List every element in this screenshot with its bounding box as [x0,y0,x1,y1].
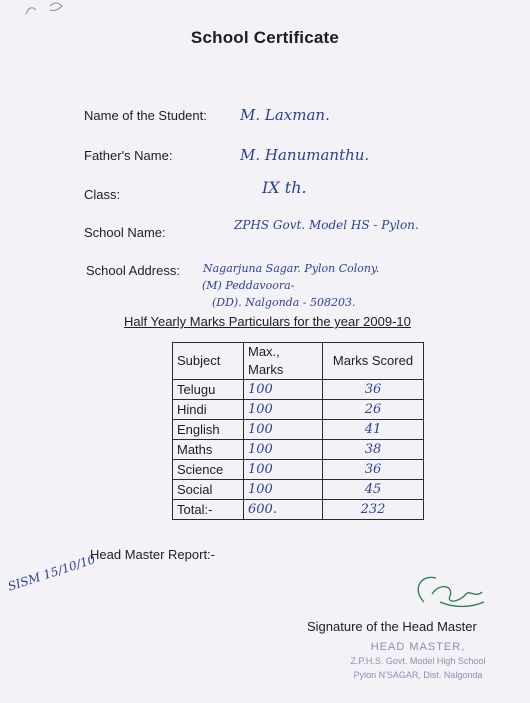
table-row [173,440,424,460]
row-max: 100 [244,440,323,460]
table-row [173,480,424,500]
table-header-row [173,343,424,380]
total-label: Total:- [173,500,244,520]
marks-table [172,342,424,520]
school-address-line2: (M) Peddavoora- [202,279,295,292]
row-subject: English [173,420,244,440]
row-subject: Science [173,460,244,480]
head-master-stamp [318,640,518,682]
header-marks-scored: Marks Scored [323,343,424,380]
marks-heading: Half Yearly Marks Particulars for the year 2009-10 [124,314,411,329]
class-value: IX th. [262,178,307,197]
table-row [173,400,424,420]
row-max: 100 [244,460,323,480]
student-name-label: Name of the Student: [84,108,207,123]
page-title: School Certificate [190,28,340,47]
row-max: 100 [244,480,323,500]
stamp-line3: Pylon N'SAGAR, Dist. Nalgonda [353,670,483,680]
row-scored: 38 [323,440,424,460]
corner-scribble [20,0,80,22]
row-scored: 26 [323,400,424,420]
row-subject: Telugu [173,380,244,400]
row-scored: 36 [323,380,424,400]
row-scored: 41 [323,420,424,440]
student-name-value: M. Laxman. [240,106,330,124]
stamp-line1: HEAD MASTER, [370,641,466,653]
row-max: 100 [244,420,323,440]
row-max: 100 [244,400,323,420]
row-max: 100 [244,380,323,400]
school-address-label: School Address: [86,263,180,278]
initials-signature: SISM 15/10/10 [6,552,98,594]
row-subject: Maths [173,440,244,460]
head-master-signature [410,572,490,616]
father-name-label: Father's Name: [84,148,173,163]
school-address-line1: Nagarjuna Sagar. Pylon Colony. [203,262,380,275]
header-subject: Subject [173,343,244,380]
table-row [173,420,424,440]
class-label: Class: [84,187,121,202]
table-row [173,380,424,400]
total-max: 600. [244,500,323,520]
row-subject: Social [173,480,244,500]
signature-label: Signature of the Head Master [307,619,477,634]
total-scored: 232 [323,500,424,520]
school-name-label: School Name: [84,225,166,240]
head-master-report-label: Head Master Report:- [90,547,215,562]
father-name-value: M. Hanumanthu. [240,146,370,164]
table-row [173,460,424,480]
row-scored: 36 [323,460,424,480]
table-total-row [173,500,424,520]
row-subject: Hindi [173,400,244,420]
stamp-line2: Z.P.H.S. Govt. Model High School [350,656,486,666]
school-name-value: ZPHS Govt. Model HS - Pylon. [234,218,419,232]
school-address-line3: (DD). Nalgonda - 508203. [212,296,356,309]
header-max-marks: Max., Marks [244,343,323,380]
row-scored: 45 [323,480,424,500]
